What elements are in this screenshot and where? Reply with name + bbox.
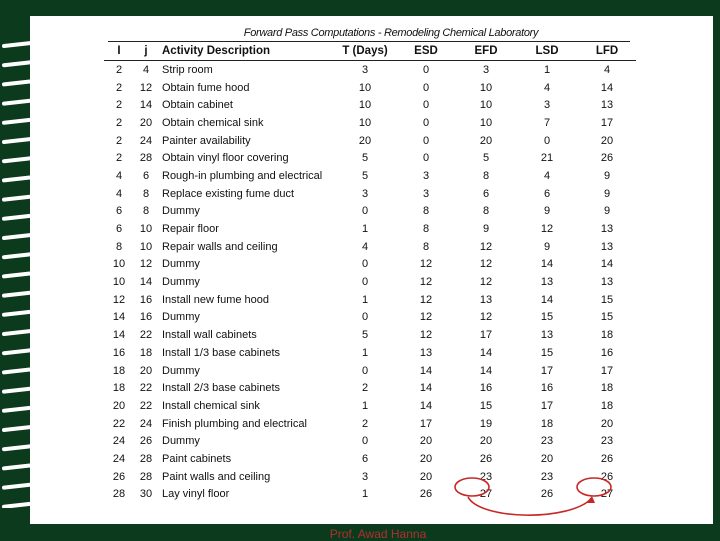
table-row [104, 432, 636, 450]
cell-lfd: 26 [600, 470, 614, 483]
cell-j: 10 [139, 240, 153, 253]
table-row [104, 61, 636, 79]
table-row [104, 397, 636, 415]
cell-lsd: 6 [543, 187, 551, 200]
cell-i: 18 [112, 382, 126, 395]
cell-lfd: 17 [600, 116, 614, 129]
cell-j: 6 [142, 169, 150, 182]
cell-duration: 0 [361, 435, 369, 448]
cell-j: 10 [139, 223, 153, 236]
cell-lfd: 4 [603, 63, 611, 76]
cell-i: 20 [112, 399, 126, 412]
cell-duration: 3 [361, 187, 369, 200]
cell-lsd: 23 [540, 470, 554, 483]
cell-duration: 1 [361, 346, 369, 359]
cell-lsd: 15 [540, 311, 554, 324]
header-activity-description: Activity Description [158, 42, 334, 61]
cell-efd: 16 [479, 382, 493, 395]
cell-efd: 12 [479, 276, 493, 289]
cell-j: 26 [139, 435, 153, 448]
cell-lsd: 17 [540, 364, 554, 377]
cell-lfd: 13 [600, 99, 614, 112]
cell-efd: 20 [479, 435, 493, 448]
cell-duration: 0 [361, 276, 369, 289]
cell-lfd: 20 [600, 417, 614, 430]
cell-esd: 13 [419, 346, 433, 359]
table-row [104, 256, 636, 274]
header-duration: T (Days) [334, 42, 396, 61]
cell-j: 22 [139, 329, 153, 342]
cell-i: 2 [115, 81, 123, 94]
table-row [104, 273, 636, 291]
table-row [104, 167, 636, 185]
cell-lsd: 13 [540, 329, 554, 342]
cell-duration: 6 [361, 452, 369, 465]
cell-lfd: 18 [600, 399, 614, 412]
cell-esd: 0 [422, 99, 430, 112]
table-row [104, 220, 636, 238]
cell-i: 10 [112, 276, 126, 289]
cell-efd: 14 [479, 364, 493, 377]
cell-lfd: 20 [600, 134, 614, 147]
table-row [104, 486, 636, 504]
cell-efd: 6 [482, 187, 490, 200]
cell-duration: 0 [361, 364, 369, 377]
cell-efd: 8 [482, 205, 490, 218]
cell-esd: 14 [419, 382, 433, 395]
cell-lsd: 26 [540, 488, 554, 501]
cell-j: 12 [139, 258, 153, 271]
cell-efd: 12 [479, 240, 493, 253]
cell-lfd: 14 [600, 258, 614, 271]
cell-lfd: 15 [600, 293, 614, 306]
cell-j: 28 [139, 152, 153, 165]
cell-activity: Install new fume hood [162, 293, 270, 306]
cell-j: 22 [139, 399, 153, 412]
table-row [104, 203, 636, 221]
cell-duration: 0 [361, 311, 369, 324]
cell-efd: 19 [479, 417, 493, 430]
cell-duration: 5 [361, 169, 369, 182]
cell-activity: Painter availability [162, 134, 251, 147]
cell-esd: 3 [422, 169, 430, 182]
cell-esd: 12 [419, 329, 433, 342]
cell-duration: 10 [358, 99, 372, 112]
cell-duration: 0 [361, 258, 369, 271]
table-row [104, 309, 636, 327]
cell-lsd: 15 [540, 346, 554, 359]
cell-i: 18 [112, 364, 126, 377]
table-row [104, 344, 636, 362]
cell-lsd: 12 [540, 223, 554, 236]
cell-activity: Obtain cabinet [162, 99, 233, 112]
cell-i: 24 [112, 452, 126, 465]
table-row [104, 468, 636, 486]
cell-efd: 27 [479, 488, 493, 501]
cell-esd: 3 [422, 187, 430, 200]
header-i: I [104, 42, 134, 61]
header-j: j [134, 42, 158, 61]
cell-i: 10 [112, 258, 126, 271]
cell-j: 14 [139, 276, 153, 289]
cell-esd: 12 [419, 293, 433, 306]
cell-duration: 5 [361, 329, 369, 342]
cell-i: 28 [112, 488, 126, 501]
cell-j: 30 [139, 488, 153, 501]
cell-efd: 15 [479, 399, 493, 412]
cell-j: 28 [139, 470, 153, 483]
cell-lfd: 9 [603, 187, 611, 200]
cell-i: 2 [115, 152, 123, 165]
cell-i: 12 [112, 293, 126, 306]
cell-i: 2 [115, 99, 123, 112]
cell-duration: 10 [358, 116, 372, 129]
cell-efd: 5 [482, 152, 490, 165]
cell-duration: 10 [358, 81, 372, 94]
cell-esd: 12 [419, 276, 433, 289]
cell-activity: Obtain vinyl floor covering [162, 152, 289, 165]
cell-lfd: 13 [600, 223, 614, 236]
cell-lsd: 16 [540, 382, 554, 395]
cell-i: 8 [115, 240, 123, 253]
cell-efd: 12 [479, 258, 493, 271]
cell-esd: 0 [422, 116, 430, 129]
cell-efd: 23 [479, 470, 493, 483]
cell-i: 2 [115, 63, 123, 76]
cell-esd: 14 [419, 399, 433, 412]
cell-esd: 14 [419, 364, 433, 377]
cell-lfd: 26 [600, 452, 614, 465]
table-body [104, 61, 636, 504]
cell-lsd: 0 [543, 134, 551, 147]
cell-esd: 20 [419, 452, 433, 465]
cell-j: 20 [139, 364, 153, 377]
cell-i: 4 [115, 169, 123, 182]
table-row [104, 114, 636, 132]
header-efd: EFD [456, 42, 516, 61]
cell-lsd: 17 [540, 399, 554, 412]
cell-duration: 4 [361, 240, 369, 253]
cell-activity: Install 2/3 base cabinets [162, 382, 281, 395]
cell-j: 22 [139, 382, 153, 395]
table-row [104, 132, 636, 150]
cell-duration: 5 [361, 152, 369, 165]
table-title: Forward Pass Computations - Remodeling Chemical Laboratory [243, 27, 539, 39]
cell-i: 6 [115, 223, 123, 236]
cell-activity: Repair floor [162, 223, 219, 236]
cell-esd: 12 [419, 311, 433, 324]
cell-i: 14 [112, 311, 126, 324]
table-header-row [104, 42, 636, 61]
cell-duration: 0 [361, 205, 369, 218]
cell-lsd: 23 [540, 435, 554, 448]
cell-j: 24 [139, 134, 153, 147]
cell-activity: Finish plumbing and electrical [162, 417, 307, 430]
cell-lfd: 13 [600, 240, 614, 253]
cell-i: 2 [115, 134, 123, 147]
cell-lfd: 27 [600, 488, 614, 501]
cell-activity: Dummy [162, 435, 200, 448]
table-row [104, 326, 636, 344]
cell-lsd: 21 [540, 152, 554, 165]
header-esd: ESD [396, 42, 456, 61]
cell-activity: Obtain fume hood [162, 81, 250, 94]
cell-j: 8 [142, 187, 150, 200]
cell-lsd: 7 [543, 116, 551, 129]
cell-lsd: 9 [543, 240, 551, 253]
cell-lsd: 4 [543, 169, 551, 182]
cell-activity: Install chemical sink [162, 399, 260, 412]
cell-lfd: 13 [600, 276, 614, 289]
cell-i: 24 [112, 435, 126, 448]
table-row [104, 415, 636, 433]
cell-lsd: 20 [540, 452, 554, 465]
cell-esd: 20 [419, 435, 433, 448]
cell-esd: 17 [419, 417, 433, 430]
cell-lfd: 14 [600, 81, 614, 94]
cell-lfd: 23 [600, 435, 614, 448]
cell-efd: 20 [479, 134, 493, 147]
cell-efd: 3 [482, 63, 490, 76]
cell-lsd: 9 [543, 205, 551, 218]
cell-j: 8 [142, 205, 150, 218]
cell-esd: 8 [422, 240, 430, 253]
table-row [104, 362, 636, 380]
table-page [30, 16, 713, 524]
cell-j: 16 [139, 293, 153, 306]
cell-lfd: 15 [600, 311, 614, 324]
cell-activity: Repair walls and ceiling [162, 240, 278, 253]
cell-j: 18 [139, 346, 153, 359]
cell-activity: Obtain chemical sink [162, 116, 264, 129]
cell-activity: Install wall cabinets [162, 329, 257, 342]
cell-activity: Dummy [162, 276, 200, 289]
cell-activity: Install 1/3 base cabinets [162, 346, 281, 359]
table-row [104, 149, 636, 167]
cell-esd: 0 [422, 134, 430, 147]
cell-lfd: 16 [600, 346, 614, 359]
table-row [104, 79, 636, 97]
cell-esd: 0 [422, 63, 430, 76]
cell-duration: 3 [361, 470, 369, 483]
cell-i: 14 [112, 329, 126, 342]
cell-duration: 2 [361, 382, 369, 395]
cell-duration: 2 [361, 417, 369, 430]
cell-activity: Strip room [162, 63, 213, 76]
table-row [104, 450, 636, 468]
cell-j: 28 [139, 452, 153, 465]
cell-duration: 1 [361, 223, 369, 236]
cell-activity: Rough-in plumbing and electrical [162, 169, 323, 182]
cell-activity: Dummy [162, 364, 200, 377]
cell-i: 16 [112, 346, 126, 359]
cell-j: 12 [139, 81, 153, 94]
header-lsd: LSD [516, 42, 578, 61]
cell-esd: 26 [419, 488, 433, 501]
cell-efd: 8 [482, 169, 490, 182]
cell-lfd: 26 [600, 152, 614, 165]
cell-efd: 9 [482, 223, 490, 236]
header-lfd: LFD [578, 42, 636, 61]
cell-lfd: 9 [603, 169, 611, 182]
cell-lsd: 4 [543, 81, 551, 94]
cell-duration: 3 [361, 63, 369, 76]
table-row [104, 96, 636, 114]
cell-esd: 12 [419, 258, 433, 271]
cell-esd: 8 [422, 205, 430, 218]
cell-j: 16 [139, 311, 153, 324]
table-row [104, 291, 636, 309]
cell-efd: 10 [479, 81, 493, 94]
cell-activity: Dummy [162, 205, 200, 218]
cell-lfd: 9 [603, 205, 611, 218]
cell-i: 26 [112, 470, 126, 483]
cell-activity: Paint walls and ceiling [162, 470, 271, 483]
cell-esd: 0 [422, 152, 430, 165]
cell-esd: 0 [422, 81, 430, 94]
cell-activity: Lay vinyl floor [162, 488, 230, 501]
table-row [104, 238, 636, 256]
cell-lsd: 18 [540, 417, 554, 430]
cell-lfd: 18 [600, 329, 614, 342]
cell-lsd: 3 [543, 99, 551, 112]
cell-i: 22 [112, 417, 126, 430]
cell-duration: 1 [361, 293, 369, 306]
cell-duration: 1 [361, 488, 369, 501]
cell-lsd: 1 [543, 63, 551, 76]
cell-esd: 8 [422, 223, 430, 236]
cell-efd: 14 [479, 346, 493, 359]
cell-activity: Dummy [162, 311, 200, 324]
cell-lfd: 18 [600, 382, 614, 395]
cell-activity: Paint cabinets [162, 452, 232, 465]
cell-lsd: 14 [540, 258, 554, 271]
cell-i: 6 [115, 205, 123, 218]
cell-lsd: 14 [540, 293, 554, 306]
cell-activity: Replace existing fume duct [162, 187, 295, 200]
cell-j: 24 [139, 417, 153, 430]
cell-activity: Dummy [162, 258, 200, 271]
cell-lsd: 13 [540, 276, 554, 289]
cell-i: 4 [115, 187, 123, 200]
cell-duration: 20 [358, 134, 372, 147]
cell-efd: 26 [479, 452, 493, 465]
computation-table [104, 42, 636, 503]
footer-credit: Prof. Awad Hanna [329, 527, 427, 541]
cell-j: 20 [139, 116, 153, 129]
cell-esd: 20 [419, 470, 433, 483]
cell-efd: 10 [479, 99, 493, 112]
cell-j: 14 [139, 99, 153, 112]
cell-i: 2 [115, 116, 123, 129]
cell-efd: 13 [479, 293, 493, 306]
cell-j: 4 [142, 63, 150, 76]
cell-efd: 12 [479, 311, 493, 324]
cell-lfd: 17 [600, 364, 614, 377]
table-row [104, 185, 636, 203]
table-row [104, 379, 636, 397]
cell-efd: 10 [479, 116, 493, 129]
cell-duration: 1 [361, 399, 369, 412]
cell-efd: 17 [479, 329, 493, 342]
